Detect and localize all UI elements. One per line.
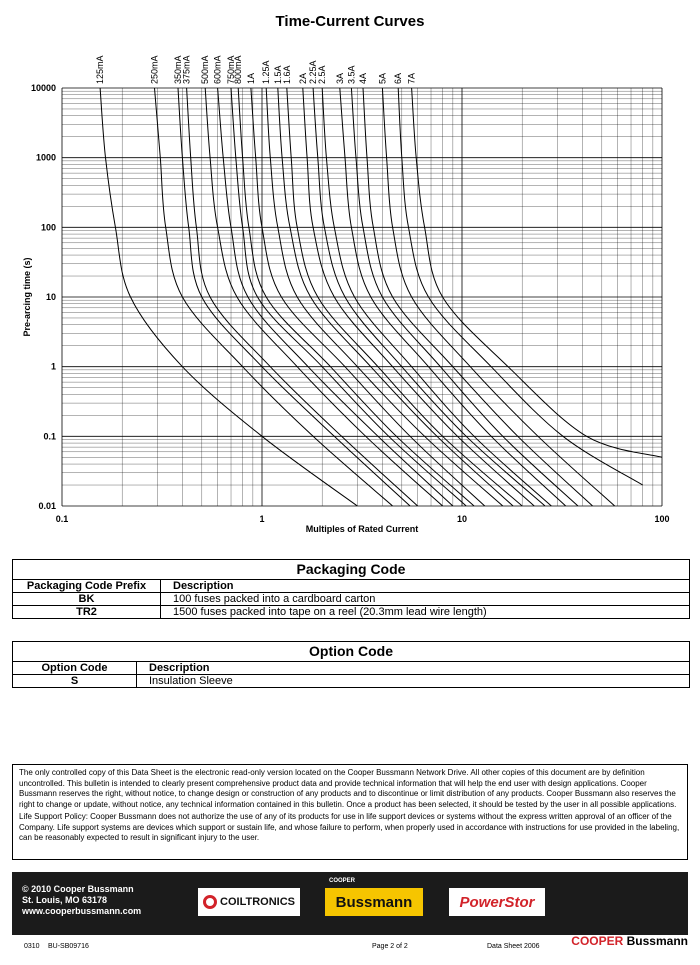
curve-label: 350mA [172,55,183,84]
packaging-header-description: Description [173,580,234,592]
y-tick-label: 100 [40,222,56,233]
life-support-policy-text: Life Support Policy: Cooper Bussmann does not authorize the use of any of its products for use in life support devices or systems without the express written approval of an officer of the Company. Life support systems are devices which support or sustain life, and whose failure to perform, when properly used in accordance with instructions for use provided in the labeling, can be reasonably expected to result in significant injury to the user. [19,812,680,842]
curve-label: 7A [406,72,417,84]
packaging-header-prefix: Packaging Code Prefix [13,580,161,592]
cooper-text: COOPER [571,934,624,948]
bussmann-cooper-text: COOPER [329,878,356,884]
curve-label: 750mA [226,55,237,84]
table-row [13,593,689,606]
packaging-code: TR2 [13,606,161,618]
disclaimer-text: The only controlled copy of this Data Sheet is the electronic read-only version located on the Cooper Bussmann Network Drive. All other copies of this document are by definition uncontrolled. This bulletin is intended to clearly present comprehensive product data and provide technical information that will help the end user with design applications. Cooper Bussmann reserves the right, without notice, to change design or construction of any products and to discontinue or limit distribution of any products. Cooper Bussmann also reserves the right to change or update, without notice, any technical information contained in this bulletin. Once a product has been selected, it should be tested by the user in all possible applications. [19,768,677,809]
bussmann-text: Bussmann [335,893,413,911]
curve-label: 1A [245,72,256,84]
city: St. Louis, MO 63178 [22,895,108,905]
option-header-code: Option Code [13,662,137,674]
curve-label: 600mA [212,55,223,84]
y-tick-label: 1 [50,361,56,372]
option-header-description: Description [149,662,210,674]
option-code-table [12,641,690,688]
table-row [13,675,689,687]
y-tick-label: 10 [45,292,56,302]
bussmann-logo [325,878,423,916]
curve-label: 1.5A [272,65,283,84]
coiltronics-ring-icon [203,895,217,909]
page-number: Page 2 of 2 [372,943,408,950]
powerstor-logo [449,888,545,916]
packaging-description: 100 fuses packed into a cardboard carton [173,593,376,605]
coiltronics-text: COILTRONICS [220,896,295,908]
x-tick-label: 100 [654,514,670,524]
coiltronics-logo [198,888,300,916]
y-axis-label: Pre-arcing time (s) [22,257,32,337]
option-description: Insulation Sleeve [149,675,233,687]
x-tick-label: 10 [456,514,468,524]
curve-label: 800mA [233,55,244,84]
y-tick-label: 10000 [30,83,56,93]
curve-label: 2.25A [308,60,319,84]
document-number: BU-SB09716 [48,943,89,950]
company-address [22,884,141,917]
y-tick-label: 0.1 [43,431,56,442]
curve-label: 1.6A [281,65,292,84]
option-code: S [13,675,137,687]
curve-label: 250mA [149,55,160,84]
packaging-title: Packaging Code [13,560,689,580]
copyright: © 2010 Cooper Bussmann [22,884,134,894]
packaging-code-table [12,559,690,619]
curve-label: 1.25A [261,60,272,84]
y-tick-label: 0.01 [38,501,56,511]
curve-label: 3.5A [346,65,357,84]
powerstor-text: PowerStor [459,893,535,911]
disclaimer-box [12,764,688,860]
chart-ticks [31,83,670,524]
website-link[interactable]: www.cooperbussmann.com [22,906,142,916]
curve-7A [412,88,662,457]
y-tick-label: 1000 [35,152,56,163]
curve-label: 2.5A [317,65,328,84]
curve-label: 5A [377,72,388,84]
footer-band [12,872,688,935]
curve-label: 375mA [181,55,192,84]
curve-label: 125mA [95,55,106,84]
x-tick-label: 1 [259,514,265,524]
packaging-code: BK [13,593,161,605]
curve-label: 2A [297,72,308,84]
table-row [13,606,689,618]
datasheet-number: Data Sheet 2006 [487,943,540,950]
cooper-bussmann-logo [571,934,688,948]
x-axis-label: Multiples of Rated Current [305,524,419,534]
curve-6A [398,88,642,485]
curve-label: 500mA [200,55,211,84]
curve-label: 4A [358,72,369,84]
chart-curve-labels [95,55,417,84]
option-title: Option Code [13,642,689,662]
packaging-description: 1500 fuses packed into tape on a reel (20.3mm lead wire length) [173,606,487,618]
curve-label: 6A [393,72,404,84]
x-tick-label: 0.1 [55,514,69,524]
curve-label: 3A [334,72,345,84]
revision-code: 0310 [24,943,40,950]
chart-title: Time-Current Curves [275,13,425,30]
bussmann-brand-text: Bussmann [626,934,688,948]
